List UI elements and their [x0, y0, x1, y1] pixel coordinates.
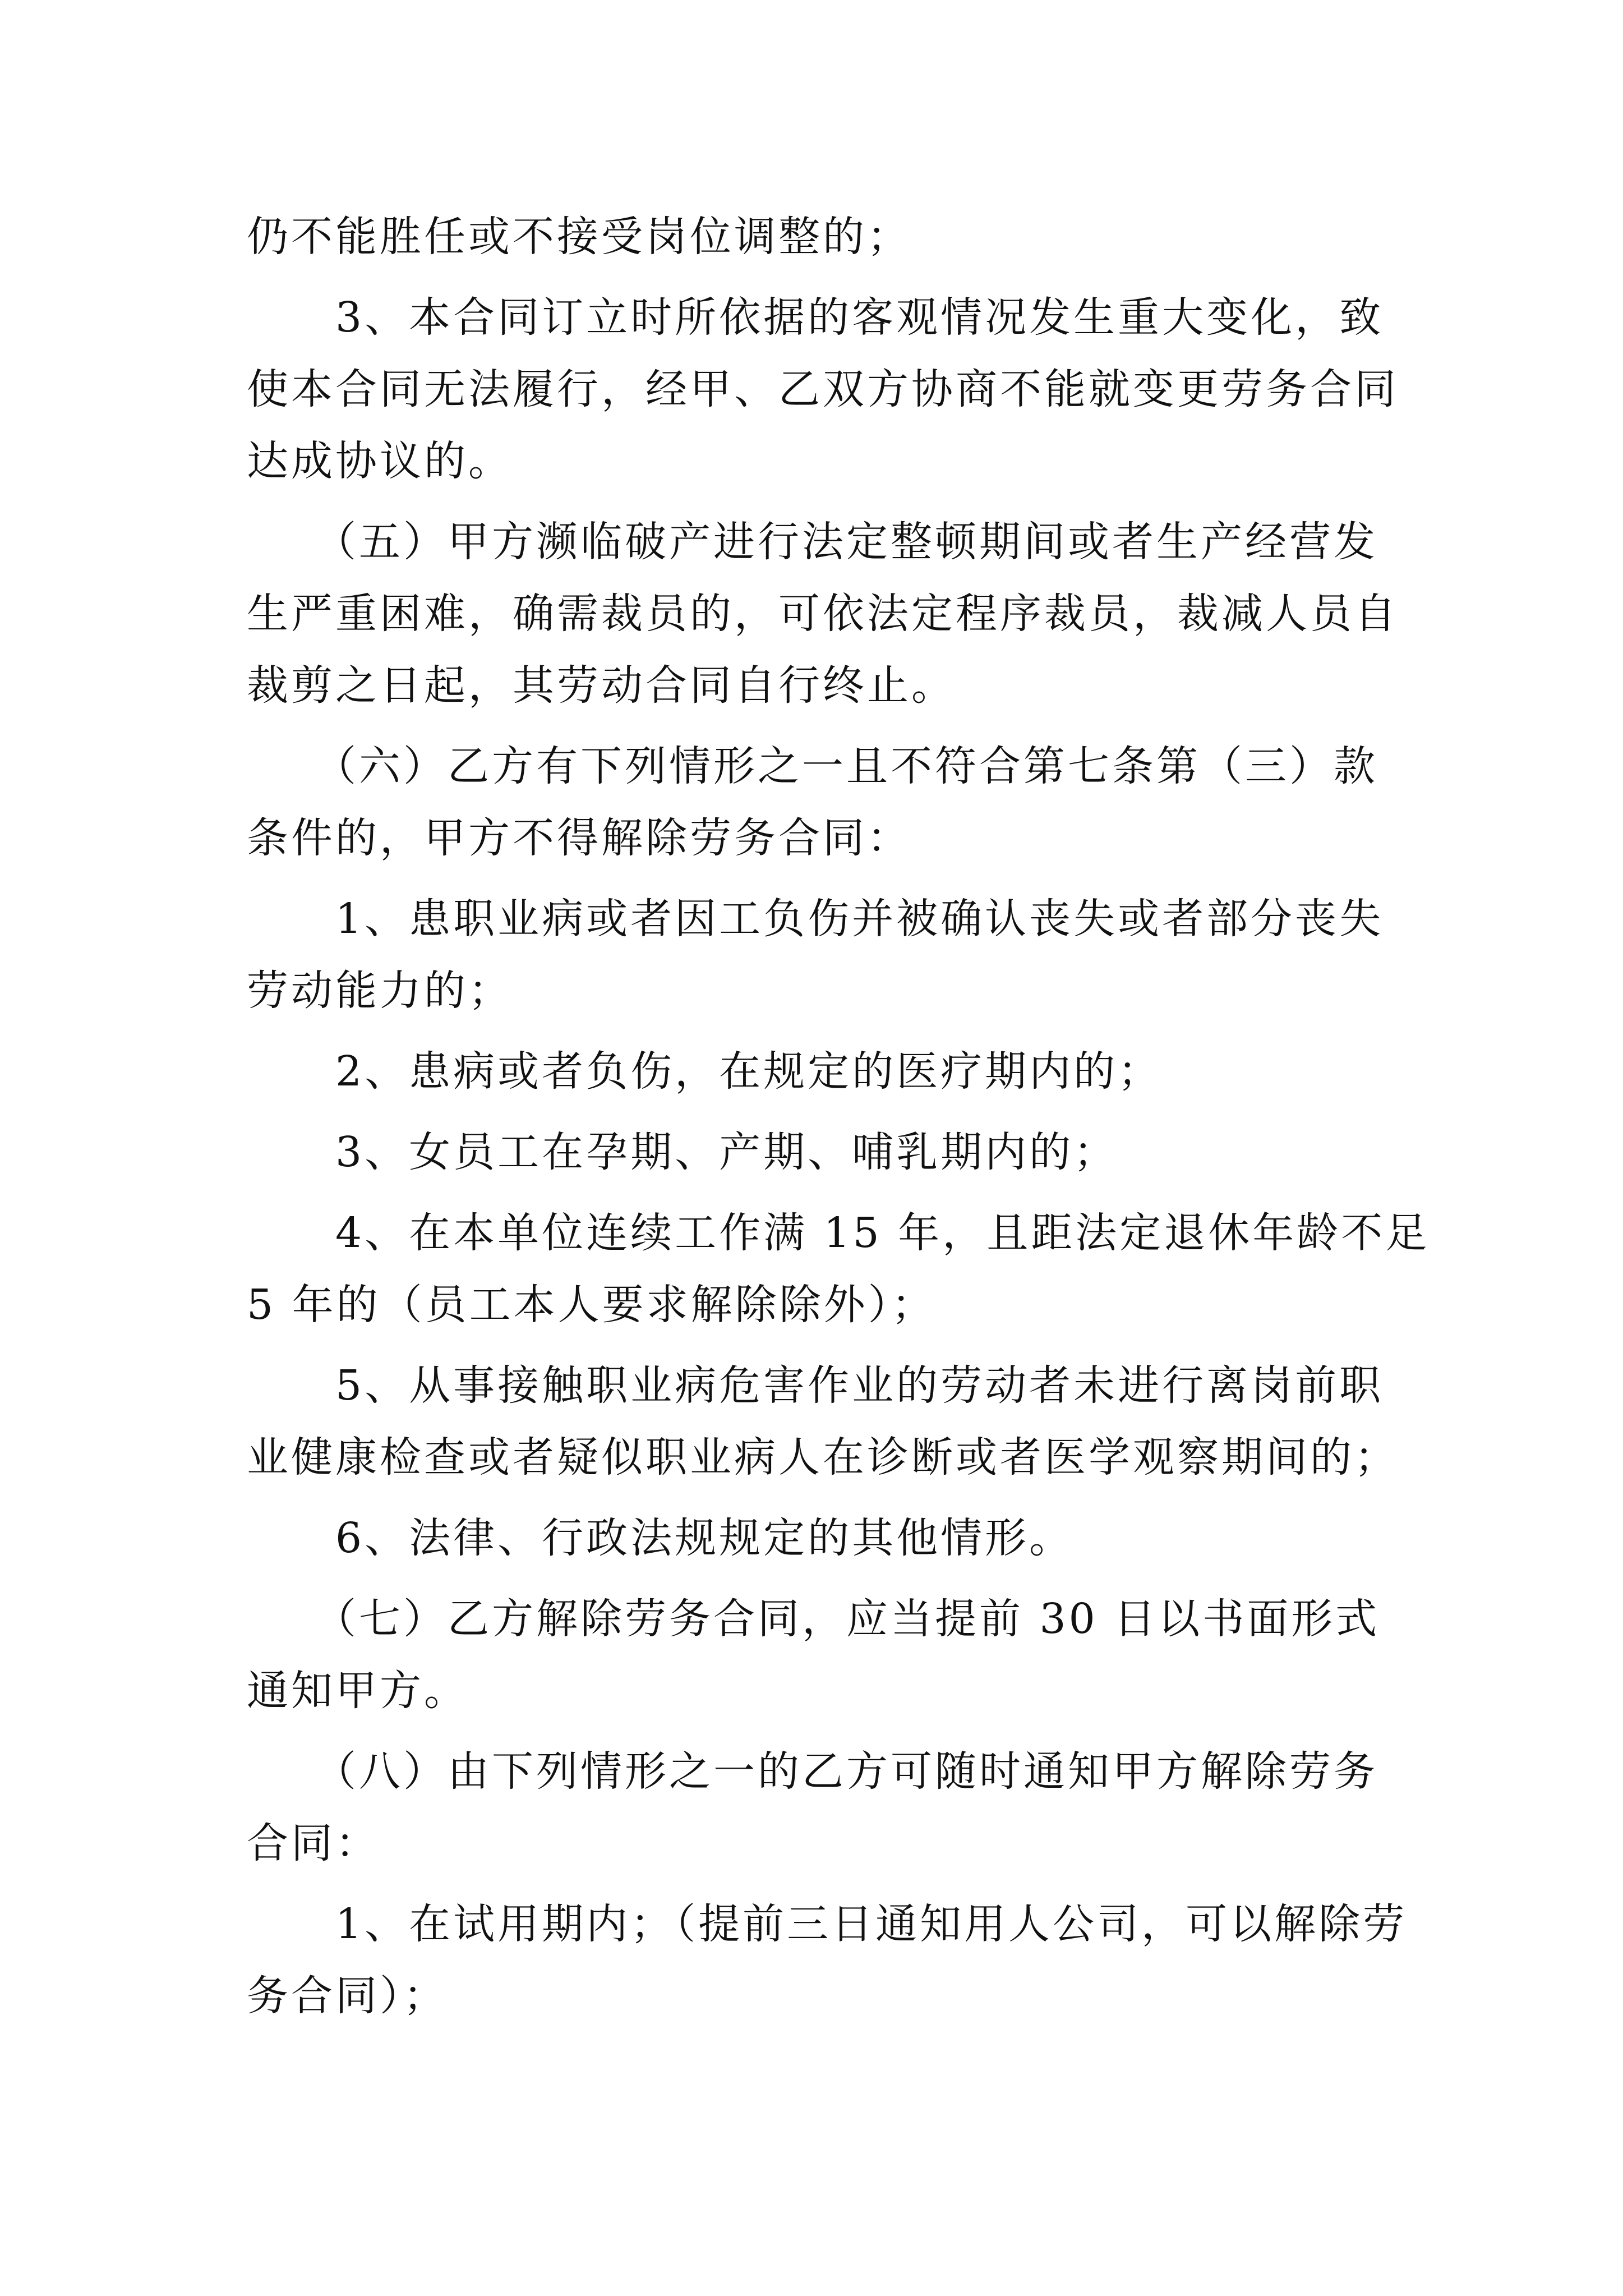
paragraph-line: 业健康检查或者疑似职业病人在诊断或者医学观察期间的； — [247, 1433, 1399, 1481]
paragraph-line: 1、在试用期内；（提前三日通知用人公司，可以解除劳 — [247, 1900, 1408, 1948]
paragraph-4 — [247, 730, 1402, 874]
paragraph-line: 合同： — [247, 1819, 380, 1867]
paragraph-line: 3、本合同订立时所依据的客观情况发生重大变化，致 — [247, 293, 1384, 342]
paragraph-line: 6、法律、行政法规规定的其他情形。 — [247, 1514, 1074, 1562]
paragraph-7 — [247, 1116, 1402, 1188]
paragraph-line: （七）乙方解除劳务合同，应当提前 30 日以书面形式 — [247, 1595, 1380, 1643]
paragraph-line: 裁剪之日起，其劳动合同自行终止。 — [247, 661, 956, 710]
paragraph-line: 生严重困难，确需裁员的，可依法定程序裁员，裁减人员自 — [247, 590, 1399, 638]
paragraph-gap — [247, 497, 1402, 506]
paragraph-8 — [247, 1197, 1430, 1341]
paragraph-1 — [247, 201, 1402, 273]
paragraph-2 — [247, 282, 1402, 497]
paragraph-line: 仍不能胜任或不接受岗位调整的； — [247, 213, 911, 261]
paragraph-gap — [247, 1341, 1402, 1350]
paragraph-gap — [247, 874, 1402, 883]
paragraph-gap — [247, 1188, 1402, 1197]
paragraph-gap — [247, 1027, 1402, 1036]
paragraph-line: 务合同）； — [247, 1972, 448, 2020]
paragraph-gap — [247, 1107, 1402, 1116]
paragraph-line: （六）乙方有下列情形之一且不符合第七条第（三）款 — [247, 742, 1378, 790]
paragraph-line: 3、女员工在孕期、产期、哺乳期内的； — [247, 1128, 1118, 1176]
paragraph-line: 条件的，甲方不得解除劳务合同： — [247, 814, 911, 862]
paragraph-line: 5 年的（员工本人要求解除除外）； — [247, 1281, 936, 1329]
paragraph-line: 1、患职业病或者因工负伤并被确认丧失或者部分丧失 — [247, 895, 1384, 943]
paragraph-gap — [247, 1879, 1402, 1888]
document-body — [247, 201, 1430, 2032]
paragraph-11 — [247, 1583, 1402, 1727]
paragraph-9 — [247, 1350, 1402, 1493]
paragraph-3 — [247, 506, 1402, 721]
paragraph-line: 4、在本单位连续工作满 15 年，且距法定退休年龄不足 — [247, 1209, 1430, 1257]
paragraph-line: （五）甲方濒临破产进行法定整顿期间或者生产经营发 — [247, 518, 1378, 566]
paragraph-line: 劳动能力的； — [247, 967, 513, 1015]
paragraph-gap — [247, 721, 1402, 730]
paragraph-line: 2、患病或者负伤，在规定的医疗期内的； — [247, 1047, 1163, 1096]
paragraph-5 — [247, 883, 1402, 1027]
paragraph-gap — [247, 273, 1402, 282]
paragraph-line: 达成协议的。 — [247, 437, 513, 485]
paragraph-gap — [247, 1574, 1402, 1583]
paragraph-10 — [247, 1502, 1402, 1574]
paragraph-line: （八）由下列情形之一的乙方可随时通知甲方解除劳务 — [247, 1747, 1378, 1796]
paragraph-line: 使本合同无法履行，经甲、乙双方协商不能就变更劳务合同 — [247, 365, 1399, 413]
paragraph-12 — [247, 1736, 1402, 1879]
paragraph-gap — [247, 1493, 1402, 1502]
paragraph-gap — [247, 1727, 1402, 1736]
paragraph-6 — [247, 1036, 1402, 1107]
paragraph-line: 通知甲方。 — [247, 1667, 468, 1715]
paragraph-line: 5、从事接触职业病危害作业的劳动者未进行离岗前职 — [247, 1361, 1384, 1410]
paragraph-13 — [247, 1888, 1408, 2032]
